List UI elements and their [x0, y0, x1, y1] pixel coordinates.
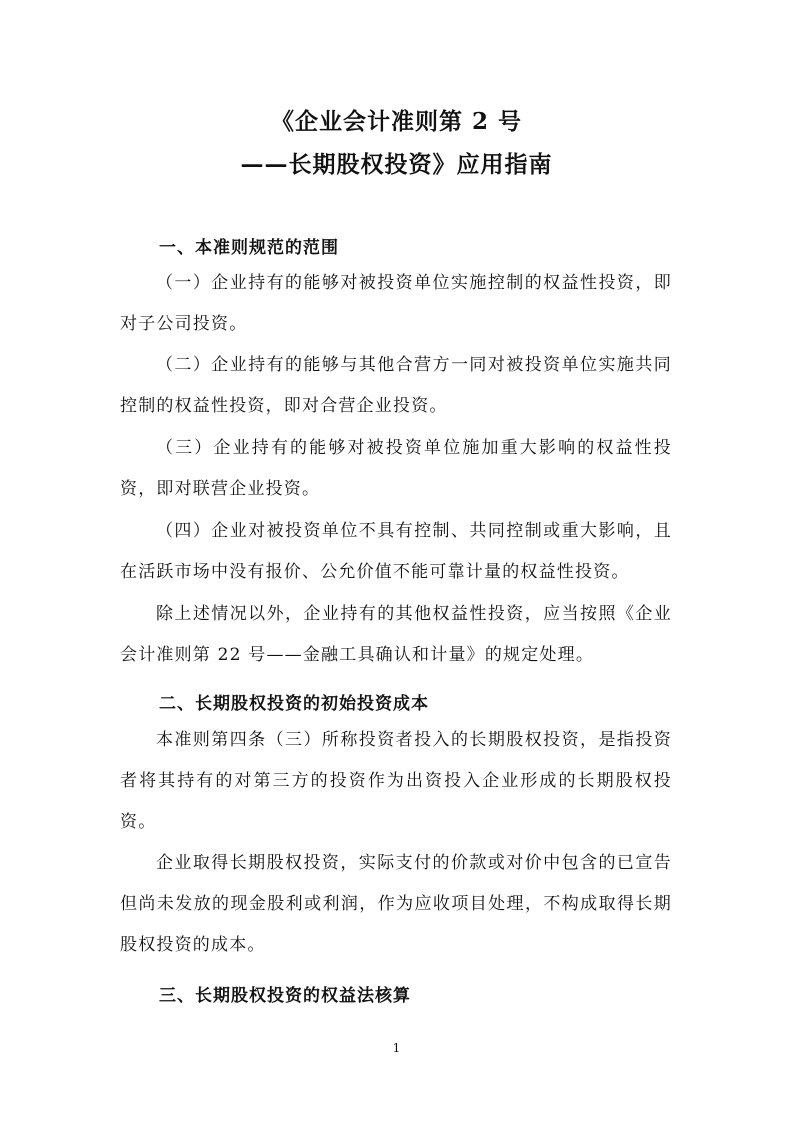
- paragraph: 本准则第四条（三）所称投资者投入的长期股权投资，是指投资者将其持有的对第三方的投资作为出资投入企业形成的长期股权投资。: [120, 730, 672, 832]
- doc-title-line2: ——长期股权投资》应用指南: [240, 151, 553, 178]
- page-number: 1: [392, 1041, 401, 1055]
- paragraph: （四）企业对被投资单位不具有控制、共同控制或重大影响，且在活跃市场中没有报价、公允价值不能可靠计量的权益性投资。: [120, 521, 672, 582]
- paragraph: （三）企业持有的能够对被投资单位施加重大影响的权益性投资，即对联营企业投资。: [120, 438, 672, 499]
- paragraph: 企业取得长期股权投资，实际支付的价款或对价中包含的已宣告但尚未发放的现金股利或利润，作为应收项目处理，不构成取得长期股权投资的成本。: [120, 853, 672, 955]
- section-heading-3: 三、长期股权投资的权益法核算: [159, 986, 411, 1006]
- section-heading-2: 二、长期股权投资的初始投资成本: [159, 694, 429, 714]
- paragraph: （一）企业持有的能够对被投资单位实施控制的权益性投资，即对子公司投资。: [120, 273, 672, 334]
- paragraph: 除上述情况以外，企业持有的其他权益性投资，应当按照《企业会计准则第 22 号——金融工具确认和计量》的规定处理。: [120, 604, 672, 665]
- doc-title-line1: 《企业会计准则第 2 号: [270, 108, 523, 135]
- paragraph: （二）企业持有的能够与其他合营方一同对被投资单位实施共同控制的权益性投资，即对合营企业投资。: [120, 355, 672, 416]
- section-heading-1: 一、本准则规范的范围: [159, 238, 339, 258]
